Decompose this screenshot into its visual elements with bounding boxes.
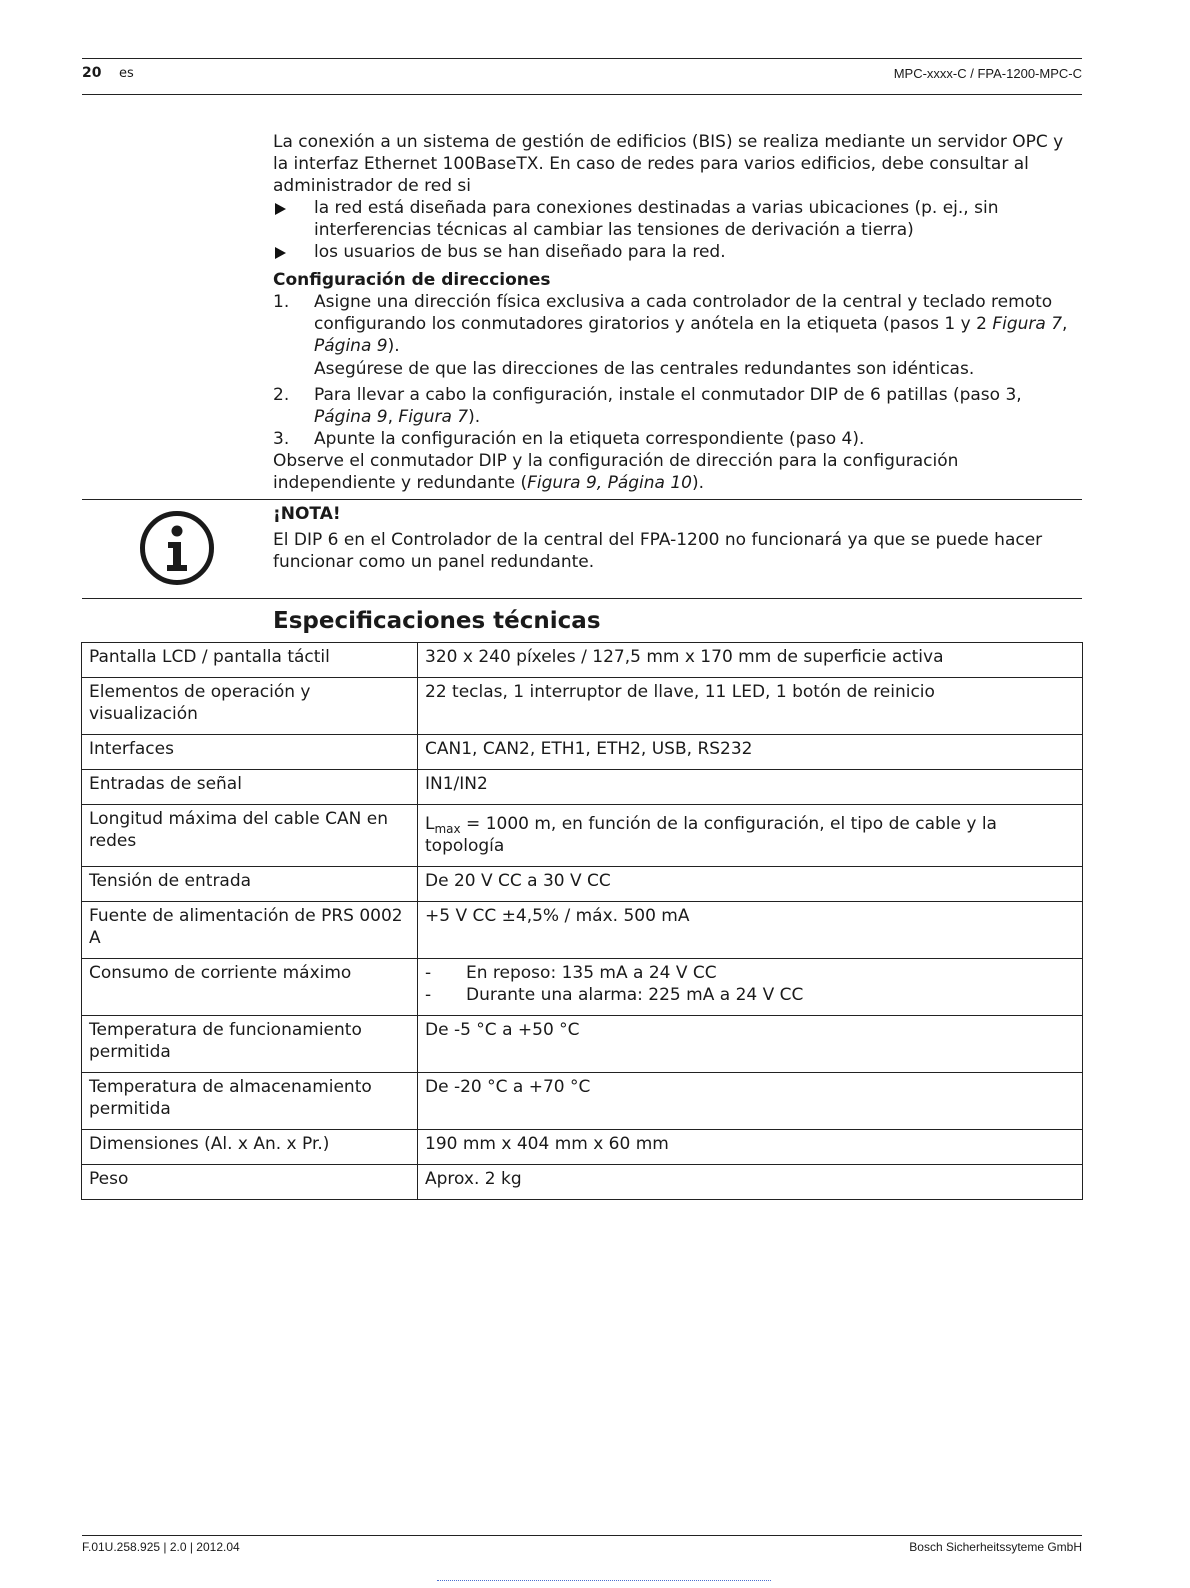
triangle-bullet-icon: [275, 247, 286, 259]
note-box: [82, 499, 1082, 599]
company-name: Bosch Sicherheitssyteme GmbH: [909, 1540, 1082, 1554]
table-row: Temperatura de almacenamiento permitida De -20 °C a +70 °C: [82, 1073, 1083, 1130]
page-number: 20: [82, 65, 102, 81]
intro-bullet-list: [273, 197, 1083, 263]
triangle-bullet-icon: [275, 203, 286, 215]
step-note: Asegúrese de que las direcciones de las centrales redundantes son idénticas.: [314, 359, 975, 379]
page-reference: Página 9: [314, 336, 388, 356]
specs-title: Especificaciones técnicas: [273, 608, 601, 634]
figure-reference: Figura 7: [992, 314, 1063, 334]
figure-reference: Figura 9, Página 10: [527, 473, 692, 493]
table-row: Longitud máxima del cable CAN en redes $L_{max} = 1000$ m, en función de la configuración, el tipo de cable y la topología: [82, 805, 1083, 867]
table-row: Consumo de corriente máximo - En reposo: 135 mA a 24 V CC - Durante una alarma: 225 mA a 24 V CC: [82, 959, 1083, 1016]
note-text: El DIP 6 en el Controlador de la central del FPA-1200 no funcionará ya que se puede hacer funcionar como un panel redundante.: [273, 530, 1043, 572]
body-text: [273, 131, 1083, 494]
page-footer: [82, 1535, 1082, 1554]
list-item: los usuarios de bus se han diseñado para la red.: [273, 241, 1083, 263]
list-item: la red está diseñada para conexiones destinadas a varias ubicaciones (p. ej., sin interferencias técnicas al cambiar las tensiones de derivación a tierra): [273, 197, 1083, 241]
address-config-heading: Configuración de direcciones: [273, 270, 551, 290]
divider: [437, 1580, 771, 1581]
page-reference: Página 9: [314, 407, 388, 427]
list-item: 3. Apunte la configuración en la etiqueta correspondiente (paso 4).: [273, 429, 865, 449]
table-row: Entradas de señal IN1/IN2: [82, 770, 1083, 805]
note-title: ¡NOTA!: [273, 504, 341, 524]
list-item: - Durante una alarma: 225 mA a 24 V CC: [425, 985, 804, 1005]
info-icon: [139, 510, 215, 586]
table-row: Fuente de alimentación de PRS 0002 A +5 V CC ±4,5% / máx. 500 mA: [82, 902, 1083, 959]
list-item: 1. Asigne una dirección física exclusiva a cada controlador de la central y teclado remoto configurando los conmutadores giratorios y anótela en la etiqueta (pasos 1 y 2 Figura 7, Página 9). Asegúrese de que las direcciones de las centrales redundantes son idénticas.: [273, 291, 1083, 380]
table-row: Tensión de entrada De 20 V CC a 30 V CC: [82, 867, 1083, 902]
page-header: [82, 58, 1082, 95]
list-item: - En reposo: 135 mA a 24 V CC: [425, 963, 717, 983]
current-consumption-list: [425, 962, 1075, 1006]
language-code: es: [119, 66, 134, 81]
intro-paragraph: La conexión a un sistema de gestión de edificios (BIS) se realiza mediante un servidor OPC y la interfaz Ethernet 100BaseTX. En caso de redes para varios edificios, debe consultar al administrador de red si: [273, 132, 1064, 196]
table-row: Elementos de operación y visualización 22 teclas, 1 interruptor de llave, 11 LED, 1 botón de reinicio: [82, 678, 1083, 735]
closing-paragraph: Observe el conmutador DIP y la configuración de dirección para la configuración independiente y redundante (Figura 9, Página 10).: [273, 451, 959, 493]
table-row: Dimensiones (Al. x An. x Pr.) 190 mm x 404 mm x 60 mm: [82, 1130, 1083, 1165]
document-id: F.01U.258.925 | 2.0 | 2012.04: [82, 1540, 240, 1554]
table-row: Interfaces CAN1, CAN2, ETH1, ETH2, USB, RS232: [82, 735, 1083, 770]
address-config-steps: [273, 291, 1083, 450]
list-item: 2. Para llevar a cabo la configuración, instale el conmutador DIP de 6 patillas (paso 3, Página 9, Figura 7).: [273, 385, 1022, 427]
table-row: Peso Aprox. 2 kg: [82, 1165, 1083, 1200]
table-row: Temperatura de funcionamiento permitida De -5 °C a +50 °C: [82, 1016, 1083, 1073]
figure-reference: Figura 7: [398, 407, 469, 427]
specs-table: [81, 642, 1083, 1200]
model-name: MPC-xxxx-C / FPA-1200-MPC-C: [893, 66, 1082, 81]
table-row: Pantalla LCD / pantalla táctil 320 x 240 píxeles / 127,5 mm x 170 mm de superficie activa: [82, 643, 1083, 678]
